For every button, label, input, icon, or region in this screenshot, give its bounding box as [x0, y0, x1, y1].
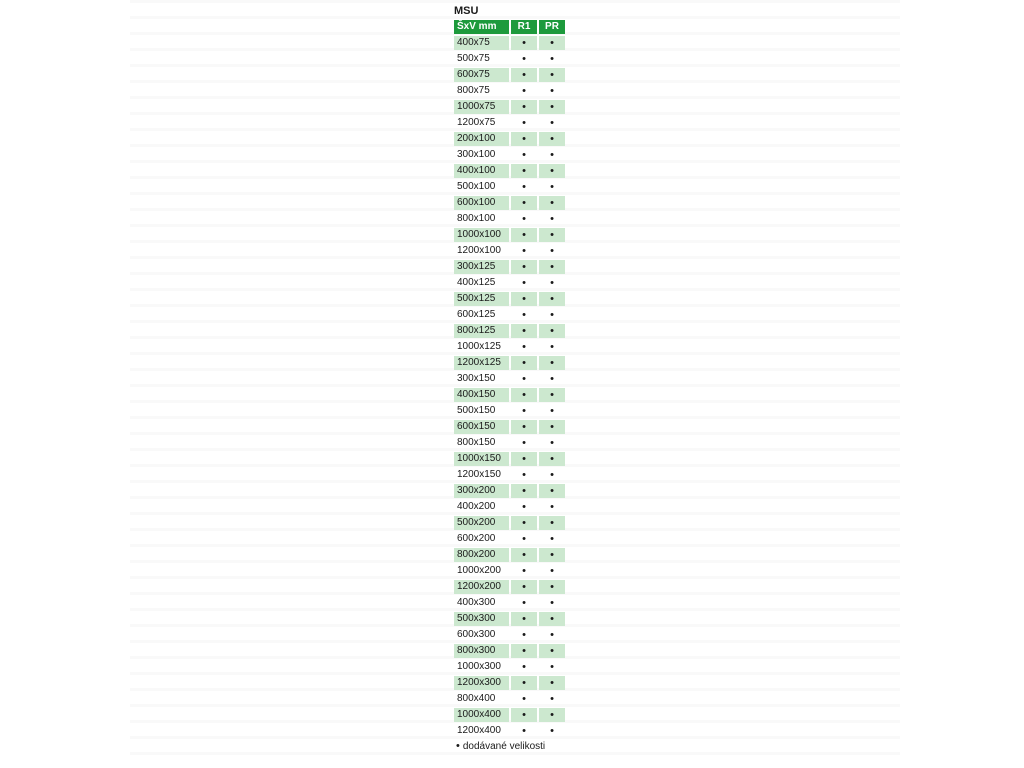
- size-cell: 1200x400: [457, 725, 501, 736]
- size-cell: 1000x125: [457, 341, 501, 352]
- r1-cell: •: [522, 661, 526, 673]
- pr-cell: •: [550, 629, 554, 641]
- table-row: [454, 68, 565, 82]
- size-cell: 500x100: [457, 181, 496, 192]
- table-row: [454, 596, 565, 610]
- size-cell: 600x200: [457, 533, 496, 544]
- size-cell: 300x200: [454, 484, 509, 498]
- pr-cell: •: [539, 612, 565, 626]
- size-cell: 800x150: [457, 437, 496, 448]
- pr-cell: •: [550, 149, 554, 161]
- pr-cell: •: [539, 196, 565, 210]
- table-row: [454, 372, 565, 386]
- pr-cell: •: [550, 693, 554, 705]
- pr-cell: •: [550, 277, 554, 289]
- size-cell: 300x150: [457, 373, 496, 384]
- r1-cell: •: [522, 309, 526, 321]
- pr-cell: •: [550, 245, 554, 257]
- pr-cell: •: [550, 469, 554, 481]
- r1-cell: •: [511, 196, 537, 210]
- r1-cell: •: [522, 405, 526, 417]
- size-cell: 400x125: [457, 277, 496, 288]
- header-r1: R1: [511, 20, 537, 34]
- table-row: [454, 212, 565, 226]
- table-row: [454, 132, 565, 146]
- table-row: [454, 692, 565, 706]
- r1-cell: •: [522, 565, 526, 577]
- pr-cell: •: [539, 356, 565, 370]
- table-row: [454, 452, 565, 466]
- table-row: [454, 436, 565, 450]
- r1-cell: •: [522, 437, 526, 449]
- r1-cell: •: [522, 533, 526, 545]
- size-cell: 600x100: [454, 196, 509, 210]
- table-row: [454, 356, 565, 370]
- table-row: [454, 420, 565, 434]
- table-row: [454, 516, 565, 530]
- r1-cell: •: [511, 228, 537, 242]
- table-row: [454, 100, 565, 114]
- size-cell: 1200x100: [457, 245, 501, 256]
- size-cell: 800x400: [457, 693, 496, 704]
- pr-cell: •: [539, 324, 565, 338]
- pr-cell: •: [539, 420, 565, 434]
- r1-cell: •: [522, 213, 526, 225]
- table-row: [454, 148, 565, 162]
- pr-cell: •: [550, 597, 554, 609]
- size-cell: 1000x200: [457, 565, 501, 576]
- table-row: [454, 500, 565, 514]
- table-row: [454, 676, 565, 690]
- table-header-row: [454, 20, 565, 34]
- table-row: [454, 36, 565, 50]
- r1-cell: •: [511, 36, 537, 50]
- table-row: [454, 308, 565, 322]
- r1-cell: •: [522, 85, 526, 97]
- size-cell: 400x300: [457, 597, 496, 608]
- table-row: [454, 404, 565, 418]
- table-row: [454, 276, 565, 290]
- pr-cell: •: [539, 516, 565, 530]
- r1-cell: •: [511, 388, 537, 402]
- pr-cell: •: [539, 644, 565, 658]
- footnote-bullet: •: [456, 740, 460, 752]
- footnote: [452, 739, 582, 753]
- pr-cell: •: [550, 85, 554, 97]
- pr-cell: •: [539, 68, 565, 82]
- pr-cell: •: [550, 661, 554, 673]
- table-row: [454, 612, 565, 626]
- table-row: [454, 532, 565, 546]
- size-table-panel: [452, 4, 582, 753]
- size-cell: 300x100: [457, 149, 496, 160]
- r1-cell: •: [522, 501, 526, 513]
- pr-cell: •: [539, 132, 565, 146]
- table-row: [454, 388, 565, 402]
- size-table: [452, 18, 567, 740]
- header-size: ŠxV mm: [454, 20, 509, 34]
- r1-cell: •: [511, 484, 537, 498]
- r1-cell: •: [522, 373, 526, 385]
- size-cell: 500x200: [454, 516, 509, 530]
- table-row: [454, 548, 565, 562]
- r1-cell: •: [511, 644, 537, 658]
- table-row: [454, 84, 565, 98]
- table-row: [454, 628, 565, 642]
- pr-cell: •: [550, 309, 554, 321]
- table-row: [454, 244, 565, 258]
- size-cell: 400x100: [454, 164, 509, 178]
- r1-cell: •: [522, 469, 526, 481]
- pr-cell: •: [550, 565, 554, 577]
- size-cell: 800x200: [454, 548, 509, 562]
- size-cell: 500x125: [454, 292, 509, 306]
- size-cell: 500x75: [457, 53, 490, 64]
- size-cell: 600x75: [454, 68, 509, 82]
- pr-cell: •: [539, 260, 565, 274]
- pr-cell: •: [539, 580, 565, 594]
- r1-cell: •: [511, 420, 537, 434]
- table-row: [454, 484, 565, 498]
- r1-cell: •: [522, 693, 526, 705]
- table-row: [454, 52, 565, 66]
- size-cell: 800x75: [457, 85, 490, 96]
- r1-cell: •: [522, 53, 526, 65]
- pr-cell: •: [539, 452, 565, 466]
- pr-cell: •: [550, 725, 554, 737]
- size-cell: 300x125: [454, 260, 509, 274]
- pr-cell: •: [550, 533, 554, 545]
- size-cell: 400x75: [454, 36, 509, 50]
- pr-cell: •: [550, 501, 554, 513]
- table-row: [454, 564, 565, 578]
- r1-cell: •: [522, 277, 526, 289]
- table-row: [454, 708, 565, 722]
- r1-cell: •: [511, 356, 537, 370]
- r1-cell: •: [511, 452, 537, 466]
- pr-cell: •: [550, 117, 554, 129]
- pr-cell: •: [539, 292, 565, 306]
- r1-cell: •: [511, 260, 537, 274]
- size-cell: 400x150: [454, 388, 509, 402]
- r1-cell: •: [511, 580, 537, 594]
- pr-cell: •: [539, 100, 565, 114]
- pr-cell: •: [539, 676, 565, 690]
- size-cell: 600x300: [457, 629, 496, 640]
- pr-cell: •: [550, 373, 554, 385]
- pr-cell: •: [539, 708, 565, 722]
- pr-cell: •: [539, 388, 565, 402]
- r1-cell: •: [522, 181, 526, 193]
- size-cell: 400x200: [457, 501, 496, 512]
- table-row: [454, 580, 565, 594]
- table-row: [454, 292, 565, 306]
- size-cell: 1200x150: [457, 469, 501, 480]
- r1-cell: •: [522, 117, 526, 129]
- r1-cell: •: [511, 708, 537, 722]
- r1-cell: •: [522, 341, 526, 353]
- r1-cell: •: [511, 164, 537, 178]
- size-cell: 800x100: [457, 213, 496, 224]
- size-cell: 1000x400: [454, 708, 509, 722]
- size-cell: 200x100: [454, 132, 509, 146]
- table-row: [454, 164, 565, 178]
- r1-cell: •: [511, 292, 537, 306]
- r1-cell: •: [522, 725, 526, 737]
- pr-cell: •: [550, 181, 554, 193]
- table-row: [454, 660, 565, 674]
- size-cell: 500x150: [457, 405, 496, 416]
- pr-cell: •: [539, 164, 565, 178]
- pr-cell: •: [539, 36, 565, 50]
- size-cell: 600x125: [457, 309, 496, 320]
- r1-cell: •: [511, 612, 537, 626]
- header-pr: PR: [539, 20, 565, 34]
- table-row: [454, 340, 565, 354]
- r1-cell: •: [511, 676, 537, 690]
- size-cell: 600x150: [454, 420, 509, 434]
- size-cell: 1200x200: [454, 580, 509, 594]
- r1-cell: •: [522, 629, 526, 641]
- size-cell: 1000x150: [454, 452, 509, 466]
- pr-cell: •: [550, 53, 554, 65]
- size-cell: 1000x300: [457, 661, 501, 672]
- size-cell: 800x125: [454, 324, 509, 338]
- table-row: [454, 468, 565, 482]
- size-cell: 1200x300: [454, 676, 509, 690]
- size-cell: 1200x125: [454, 356, 509, 370]
- pr-cell: •: [550, 437, 554, 449]
- r1-cell: •: [522, 245, 526, 257]
- r1-cell: •: [522, 149, 526, 161]
- table-row: [454, 724, 565, 738]
- size-cell: 1200x75: [457, 117, 496, 128]
- size-cell: 800x300: [454, 644, 509, 658]
- r1-cell: •: [511, 516, 537, 530]
- r1-cell: •: [511, 100, 537, 114]
- table-body: [454, 36, 565, 738]
- pr-cell: •: [539, 548, 565, 562]
- r1-cell: •: [522, 597, 526, 609]
- table-row: [454, 324, 565, 338]
- size-cell: 500x300: [454, 612, 509, 626]
- r1-cell: •: [511, 132, 537, 146]
- pr-cell: •: [539, 228, 565, 242]
- size-cell: 1000x100: [454, 228, 509, 242]
- table-row: [454, 196, 565, 210]
- r1-cell: •: [511, 324, 537, 338]
- table-row: [454, 116, 565, 130]
- r1-cell: •: [511, 548, 537, 562]
- table-title: MSU: [454, 5, 479, 17]
- footnote-text: dodávané velikosti: [462, 741, 546, 752]
- table-row: [454, 260, 565, 274]
- pr-cell: •: [550, 213, 554, 225]
- table-row: [454, 644, 565, 658]
- table-row: [454, 180, 565, 194]
- pr-cell: •: [550, 341, 554, 353]
- table-row: [454, 228, 565, 242]
- r1-cell: •: [511, 68, 537, 82]
- size-cell: 1000x75: [454, 100, 509, 114]
- pr-cell: •: [550, 405, 554, 417]
- pr-cell: •: [539, 484, 565, 498]
